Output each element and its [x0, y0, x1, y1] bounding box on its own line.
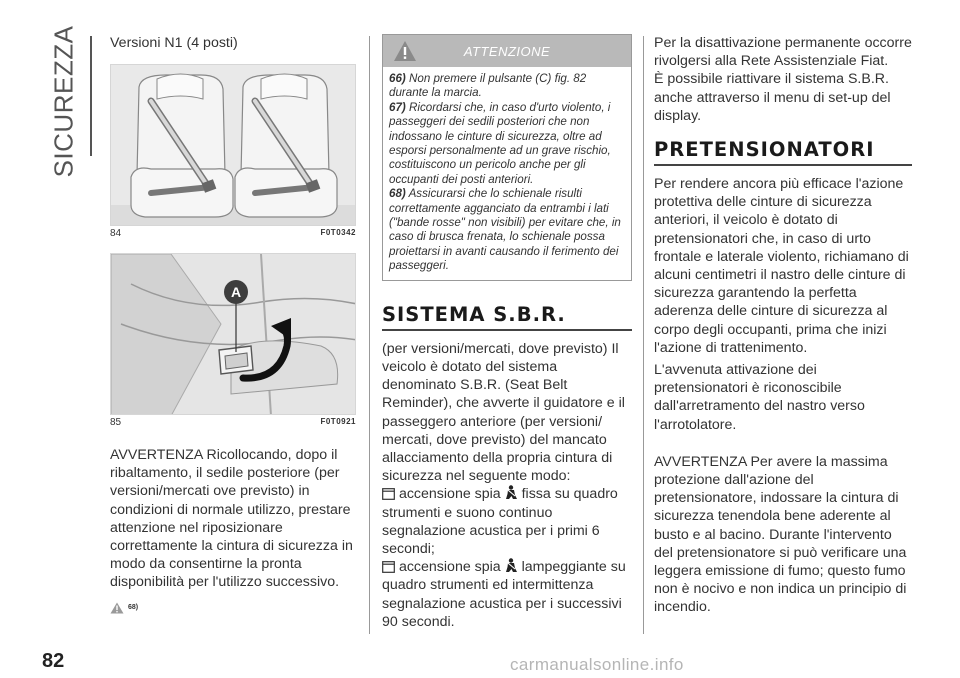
side-title-rule: [90, 36, 92, 156]
figure-85-label: [110, 417, 356, 428]
sbr-intro: (per versioni/mercati, dove previsto) Il veicolo è dotato del sistema denominato S.B.R. (Seat Belt Reminder), che avverte il guidatore e il passeggero anteriore (per versioni/ mercati, dove previsto) del mancato allacciamento della propria cintura di sicurezza nel seguente modo:: [382, 340, 625, 485]
attention-item: 67) Ricordarsi che, in caso d'urto violento, i passeggeri dei sedili posteriori che non indossano le cinture di sicurezza, oltre ad esporsi personalmente ad un grave rischio, costituiscono un pericolo anche per gli occupanti dei posti anteriori.: [389, 100, 611, 186]
figure-85-number: 85: [110, 417, 122, 428]
figure-85: [110, 253, 356, 415]
column-2: [382, 34, 632, 631]
figure-caption: Versioni N1 (4 posti): [110, 35, 238, 51]
attention-box: [382, 34, 632, 281]
section-rule: [382, 329, 632, 331]
column-separator-1: [369, 36, 370, 634]
column-separator-2: [643, 36, 644, 634]
seat-latch-illustration: [111, 254, 356, 415]
sbr-reactivation-text: È possibile riattivare il sistema S.B.R. anche attraverso il menu di set-up del display.: [654, 71, 891, 124]
attention-title: ATTENZIONE: [463, 43, 551, 59]
warning-reference: [110, 602, 356, 614]
column-3: [654, 34, 912, 617]
pretensioner-warning: AVVERTENZA Per avere la massima protezione dall'azione del pretensionatore, indossare la cintura di sicurezza tenendola bene aderente al busto e al bacino. Durante l'intervento del pretensionatore si può verificare una leggera emissione di fumo; questo fumo non è nocivo e non indica un principio di incendio.: [654, 453, 907, 616]
seat-warning-paragraph: AVVERTENZA Ricollocando, dopo il ribaltamento, il sedile posteriore (per versioni/mercati ove previsto) in condizioni di normale utilizzo, prestare attenzione nel riposizionare correttamente la cintura di sicurezza in modo da consentirne la pronta disponibilità per l'utilizzo successivo.: [110, 447, 353, 591]
column-1: [110, 34, 356, 614]
rear-seats-belts-illustration: [111, 65, 356, 226]
sbr-item-2: accensione spia lampeggiante su quadro strumenti ed intermittenza segnalazione acustica per i successivi 90 secondi.: [382, 559, 626, 630]
marker-a-badge: A: [224, 280, 248, 304]
warning-triangle-icon: [393, 40, 417, 62]
watermark: carmanualsonline.info: [510, 655, 684, 674]
section-title-sbr: SISTEMA S.B.R.: [382, 302, 566, 326]
attention-item: 68) Assicurarsi che lo schienale risulti correttamente agganciato da entrambi i lati ("bande rosse" non visibili) per evitare che, in caso di brusca frenata, lo schienale possa proiettarsi in avanti causando il ferimento dei passeggeri.: [389, 187, 621, 273]
sbr-deactivation-text: Per la disattivazione permanente occorre rivolgersi alla Rete Assistenziale Fiat.: [654, 35, 912, 70]
pretensioner-activation: L'avvenuta attivazione dei pretensionatori è riconoscibile dall'arretramento del nastro verso l'arrotolatore.: [654, 362, 865, 433]
sbr-item-1: accensione spia fissa su quadro strumenti e suono continuo segnalazione acustica per i primi 6 secondi;: [382, 486, 618, 557]
warning-reference-number: 68): [128, 604, 139, 612]
page-number: 82: [42, 650, 65, 672]
figure-85-code: F0T0921: [320, 417, 356, 426]
figure-84-code: F0T0342: [320, 228, 356, 237]
warning-triangle-icon: [110, 602, 124, 614]
pretensioner-description: Per rendere ancora più efficace l'azione protettiva delle cinture di sicurezza anteriori, il veicolo è dotato di pretensionatori che, in caso di urto frontale e laterale violento, richiamano di alcuni centimetri il nastro delle cinture di sicurezza garantendo la perfetta aderenza delle cinture di sicurezza al corpo degli occupanti, prima che inizi l'azione di trattenimento.: [654, 176, 909, 356]
side-section-title: SICUREZZA: [48, 25, 79, 177]
attention-body: [383, 67, 631, 280]
seatbelt-warning-icon: [505, 558, 518, 573]
figure-84-number: 84: [110, 228, 122, 239]
section-rule: [654, 164, 912, 166]
list-bullet-icon: [382, 488, 395, 500]
attention-item: 66) Non premere il pulsante (C) fig. 82 durante la marcia.: [389, 72, 587, 100]
attention-header: [383, 35, 631, 67]
list-bullet-icon: [382, 561, 395, 573]
seatbelt-warning-icon: [505, 485, 518, 500]
figure-84: [110, 64, 356, 226]
figure-84-label: [110, 228, 356, 239]
section-title-pretensioners: PRETENSIONATORI: [654, 138, 875, 162]
